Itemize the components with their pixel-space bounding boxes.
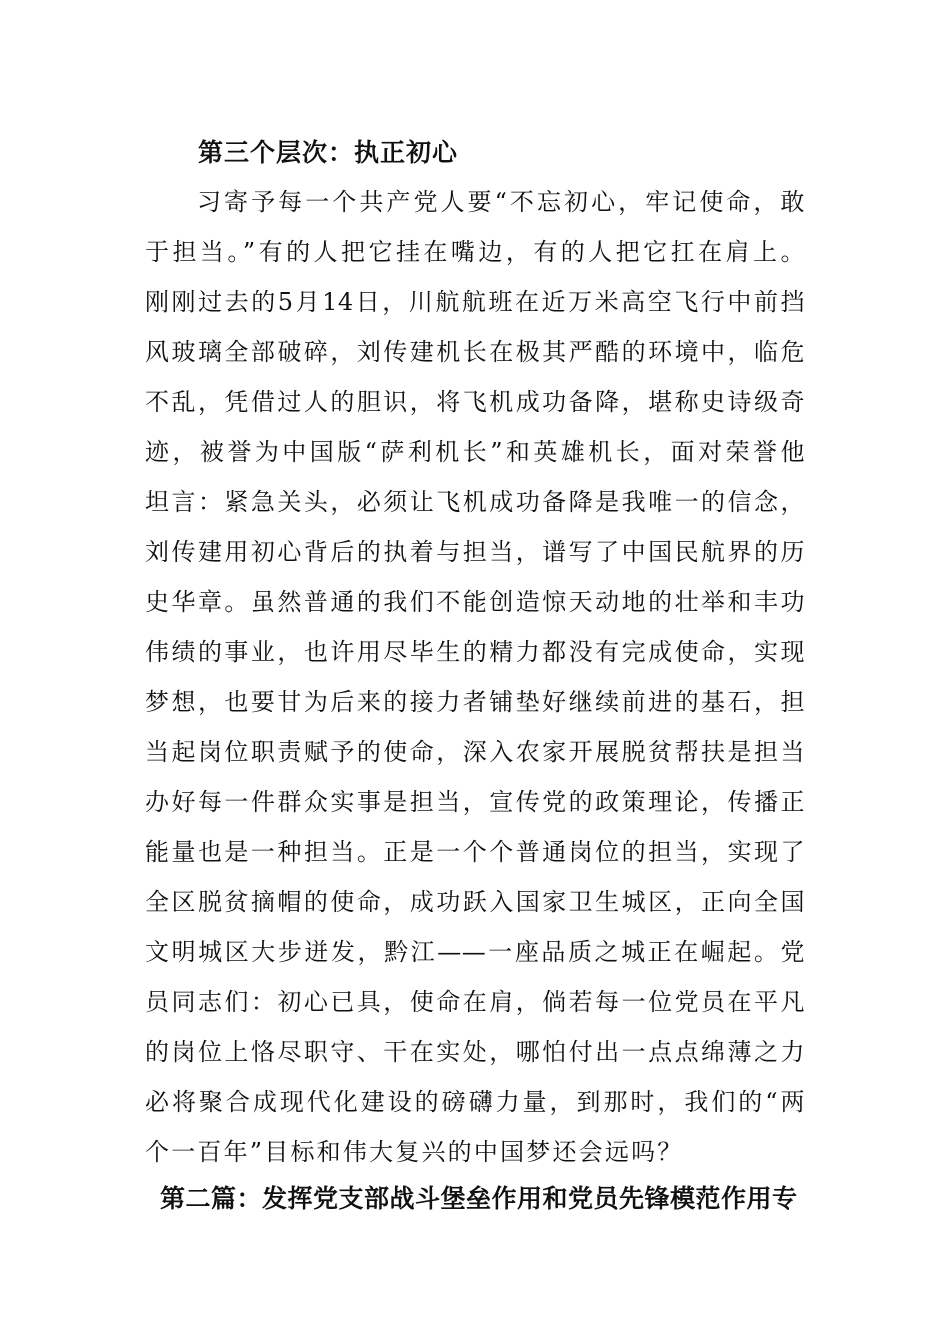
paragraph-line: 于担当。”有的人把它挂在嘴边，有的人把它扛在肩上。 bbox=[145, 238, 805, 266]
paragraph-line: 当起岗位职责赋予的使命，深入农家开展脱贫帮扶是担当 bbox=[145, 738, 805, 766]
body-paragraph bbox=[145, 177, 805, 1177]
paragraph-line: 坦言：紧急关头，必须让飞机成功备降是我唯一的信念， bbox=[145, 488, 805, 516]
paragraph-line: 全区脱贫摘帽的使命，成功跃入国家卫生城区，正向全国 bbox=[145, 888, 805, 916]
paragraph-line: 迹，被誉为中国版“萨利机长”和英雄机长，面对荣誉他 bbox=[145, 438, 805, 466]
paragraph-line: 不乱，凭借过人的胆识，将飞机成功备降，堪称史诗级奇 bbox=[145, 388, 805, 416]
paragraph-line: 能量也是一种担当。正是一个个普通岗位的担当，实现了 bbox=[145, 838, 805, 866]
paragraph-line: 史华章。虽然普通的我们不能创造惊天动地的壮举和丰功 bbox=[145, 588, 805, 616]
paragraph-line: 员同志们：初心已具，使命在肩，倘若每一位党员在平凡 bbox=[145, 988, 805, 1016]
paragraph-line: 风玻璃全部破碎，刘传建机长在极其严酷的环境中，临危 bbox=[145, 338, 805, 366]
paragraph-line: 习寄予每一个共产党人要“不忘初心，牢记使命，敢 bbox=[197, 188, 805, 216]
paragraph-line: 伟绩的事业，也许用尽毕生的精力都没有完成使命，实现 bbox=[145, 638, 805, 666]
paragraph-line: 刚刚过去的5月14日，川航航班在近万米高空飞行中前挡 bbox=[145, 288, 805, 316]
paragraph-line: 办好每一件群众实事是担当，宣传党的政策理论，传播正 bbox=[145, 788, 805, 816]
paragraph-line: 的岗位上恪尽职守、干在实处，哪怕付出一点点绵薄之力 bbox=[145, 1038, 805, 1066]
paragraph-line: 必将聚合成现代化建设的磅礴力量，到那时，我们的“两 bbox=[145, 1088, 805, 1116]
paragraph-line: 刘传建用初心背后的执着与担当，谱写了中国民航界的历 bbox=[145, 538, 805, 566]
paragraph-line: 文明城区大步迸发，黔江——一座品质之城正在崛起。党 bbox=[145, 938, 805, 966]
next-section-title: 第二篇：发挥党支部战斗堡垒作用和党员先锋模范作用专 bbox=[160, 1184, 798, 1213]
section-heading: 第三个层次：执正初心 bbox=[198, 138, 459, 167]
paragraph-line: 梦想，也要甘为后来的接力者铺垫好继续前进的基石，担 bbox=[145, 688, 805, 716]
paragraph-line: 个一百年”目标和伟大复兴的中国梦还会远吗？ bbox=[145, 1138, 684, 1166]
